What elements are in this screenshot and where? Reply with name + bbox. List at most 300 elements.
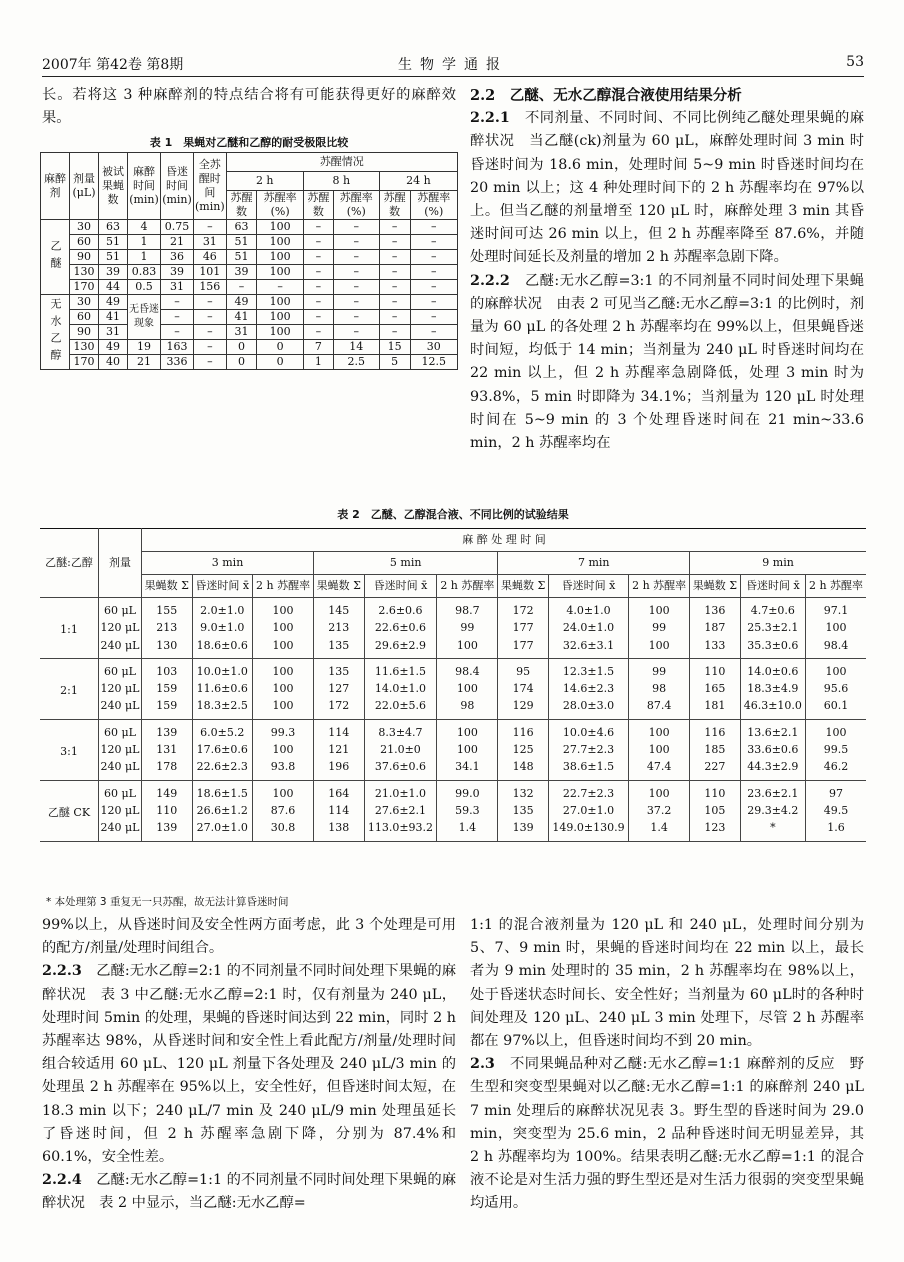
table-cell: – [194, 355, 227, 370]
table-cell: 27.0±1.0 [548, 802, 628, 819]
table-cell: 9.0±1.0 [192, 619, 253, 636]
table-row [40, 802, 866, 819]
table-cell: 0 [257, 355, 303, 370]
table-cell: 100 [257, 235, 303, 250]
table-cell: 21 [128, 355, 161, 370]
paragraph: 1:1 的混合液剂量为 120 μL 和 240 μL，处理时间分别为 5、7、9 min 时，果蝇的昏迷时间均在 22 min 以上，最长者为 9 min 处理时的 35 min，2 h 苏醒率均在 98%以上，处于昏迷状态时间长、安全性好；当剂量为 60 μL时的各种时间处理及 120 μL、240 μL 3 min 处理下，尽管 2 h 苏醒率都在 97%以上，但昏迷时间均不到 20 min。 [470, 917, 864, 1050]
table-cell: 44.3±2.9 [740, 758, 805, 780]
table-cell: 22.6±0.6 [364, 619, 437, 636]
table-cell: 99.0 [437, 780, 498, 802]
journal-title: 生物学通报 [398, 57, 508, 73]
table-cell: 120 μL [99, 802, 142, 819]
table-cell: 100 [629, 719, 690, 741]
ratio-cell: 3:1 [40, 719, 99, 780]
table-cell: 60.1 [806, 697, 866, 719]
table-cell: 177 [498, 619, 549, 636]
table-cell: 12.3±1.5 [548, 658, 628, 680]
table-cell: – [410, 235, 458, 250]
table-cell: 1 [128, 235, 161, 250]
table-cell: – [303, 265, 333, 280]
table-cell: 116 [498, 719, 549, 741]
table-cell: 27.0±1.0 [192, 819, 253, 841]
table-cell: 90 [70, 325, 99, 340]
table-cell: 49 [226, 295, 257, 310]
table-cell: – [379, 325, 410, 340]
table-cell: – [226, 280, 257, 295]
table-cell: 135 [498, 802, 549, 819]
table-cell: 213 [314, 619, 365, 636]
table-row [40, 697, 866, 719]
table-cell: 100 [253, 619, 314, 636]
table-cell: 149.0±130.9 [548, 819, 628, 841]
table-cell: 113.0±93.2 [364, 819, 437, 841]
table-cell: 60 μL [99, 719, 142, 741]
table-cell: 14 [333, 340, 379, 355]
table-cell: 100 [437, 637, 498, 659]
paragraph-2-2-2 [470, 270, 864, 456]
table-cell: – [410, 280, 458, 295]
table-cell: 103 [142, 658, 193, 680]
table-cell: 121 [314, 741, 365, 758]
th-2h: 2 h [226, 172, 303, 191]
table-cell: 100 [257, 325, 303, 340]
table-cell: – [333, 265, 379, 280]
table-row [40, 719, 866, 741]
table-cell: 30 [410, 340, 458, 355]
table-cell: 18.3±2.5 [192, 697, 253, 719]
table-cell: 100 [806, 619, 866, 636]
table-cell: 139 [498, 819, 549, 841]
th-24h: 24 h [379, 172, 457, 191]
table-cell: 29.3±4.2 [740, 802, 805, 819]
table-cell: – [257, 280, 303, 295]
table-cell: 40 [99, 355, 128, 370]
cell-note: 无昏迷现象 [128, 295, 161, 340]
table-cell: 39 [161, 265, 194, 280]
table-cell: 51 [99, 250, 128, 265]
table-row [41, 355, 458, 370]
table-row [41, 250, 458, 265]
table-cell: – [410, 265, 458, 280]
table-cell: – [161, 295, 194, 310]
th-cnt: 苏醒数 [226, 191, 257, 220]
table-cell: 97.1 [806, 598, 866, 620]
table-cell: 196 [314, 758, 365, 780]
th-rate: 苏醒率(%) [257, 191, 303, 220]
table-cell: 105 [690, 802, 741, 819]
table-cell: 100 [437, 680, 498, 697]
paragraph-body: 不同果蝇品种对乙醚:无水乙醇=1:1 麻醉剂的反应 野生型和突变型果蝇对以乙醚:无水乙醇=1:1 的麻醉剂 240 μL 7 min 处理后的麻醉状况见表 3。野生型的昏迷时间为 29.0 min，突变型为 25.6 min，2 品种昏迷时间无明显差异，其 2 h 苏醒率均为 100%。结果表明乙醚:无水乙醇=1:1 的混合液不论是对生活力强的野生型还是对生活力很弱的突变型果蝇均适用。 [470, 1056, 864, 1212]
table-cell: – [379, 250, 410, 265]
table-row [40, 780, 866, 802]
table-cell: 51 [99, 235, 128, 250]
table-row [40, 758, 866, 780]
table-cell: 98.4 [437, 658, 498, 680]
table-cell: 44 [99, 280, 128, 295]
table-cell: 240 μL [99, 697, 142, 719]
paragraph: 长。若将这 3 种麻醉剂的特点结合将有可能获得更好的麻醉效果。 [42, 87, 456, 127]
left-bottom-text [42, 914, 456, 1216]
table-cell: 23.6±2.1 [740, 780, 805, 802]
table-cell: – [303, 220, 333, 235]
table-cell: 97 [806, 780, 866, 802]
table-cell: 133 [690, 637, 741, 659]
table-cell: 100 [806, 719, 866, 741]
table-cell: 14.6±2.3 [548, 680, 628, 697]
table-cell: 100 [437, 741, 498, 758]
table-cell: 34.1 [437, 758, 498, 780]
table-cell: 18.3±4.9 [740, 680, 805, 697]
table-cell: 163 [161, 340, 194, 355]
table-cell: 100 [629, 598, 690, 620]
table-cell: 100 [257, 265, 303, 280]
table-cell: 0.83 [128, 265, 161, 280]
th-time-1: 5 min [314, 552, 498, 575]
table-cell: 164 [314, 780, 365, 802]
table-cell: 51 [226, 235, 257, 250]
table-row [40, 598, 866, 620]
table-cell: – [194, 220, 227, 235]
table-cell: 240 μL [99, 637, 142, 659]
table-cell: 178 [142, 758, 193, 780]
table-cell: 100 [629, 780, 690, 802]
th-coma: 昏迷时间(min) [161, 153, 194, 220]
table-cell: – [379, 220, 410, 235]
table-cell: 60 μL [99, 780, 142, 802]
table-row [41, 280, 458, 295]
table-cell: 2.0±1.0 [192, 598, 253, 620]
table-cell: 18.6±1.5 [192, 780, 253, 802]
table-cell: – [303, 235, 333, 250]
table-cell: 131 [142, 741, 193, 758]
table-cell: 26.6±1.2 [192, 802, 253, 819]
table-cell: 159 [142, 680, 193, 697]
th-cnt: 苏醒数 [379, 191, 410, 220]
th-rate: 苏醒率(%) [410, 191, 458, 220]
table-cell: 63 [99, 220, 128, 235]
th-rate: 苏醒率(%) [333, 191, 379, 220]
table-cell: 99 [629, 658, 690, 680]
table-cell: 60 μL [99, 658, 142, 680]
th-n: 被试果蝇数 [99, 153, 128, 220]
th-ratio: 乙醚:乙醇 [40, 529, 99, 598]
table-cell: 4.0±1.0 [548, 598, 628, 620]
section-num: 2.2.3 [42, 963, 82, 980]
table2 [40, 528, 866, 842]
table-cell: – [194, 295, 227, 310]
table-cell: – [379, 265, 410, 280]
table-cell: 95.6 [806, 680, 866, 697]
table-cell: 240 μL [99, 758, 142, 780]
table-cell: 8.3±4.7 [364, 719, 437, 741]
th-dose: 剂量(μL) [70, 153, 99, 220]
table-cell: 114 [314, 802, 365, 819]
table-cell: 49 [99, 340, 128, 355]
table-cell: – [410, 220, 458, 235]
table-row [40, 637, 866, 659]
table-cell: 22.6±2.3 [192, 758, 253, 780]
table-cell: 125 [498, 741, 549, 758]
section-2-2: 2.2 乙醚、无水乙醇混合液使用结果分析 [470, 87, 742, 104]
table-cell: 30.8 [253, 819, 314, 841]
th-8h: 8 h [303, 172, 379, 191]
th-coma: 昏迷时间 x̄ [364, 575, 437, 598]
table-cell: – [379, 295, 410, 310]
table-cell: 19 [128, 340, 161, 355]
th-time-3: 9 min [690, 552, 866, 575]
table-cell: 149 [142, 780, 193, 802]
table-cell: – [379, 310, 410, 325]
paragraph-2-3 [470, 1053, 864, 1215]
paragraph-2-2-3 [42, 960, 456, 1169]
table-cell: 35.3±0.6 [740, 637, 805, 659]
table-cell: 46.3±10.0 [740, 697, 805, 719]
table-cell: 100 [257, 295, 303, 310]
table-row [40, 819, 866, 841]
table-cell: 98 [629, 680, 690, 697]
ratio-cell: 2:1 [40, 658, 99, 719]
table-cell: 130 [142, 637, 193, 659]
table-cell: 100 [629, 637, 690, 659]
table-cell: – [410, 310, 458, 325]
table-cell: 99.3 [253, 719, 314, 741]
table-cell: 100 [253, 697, 314, 719]
table-row [41, 265, 458, 280]
table-cell: 100 [253, 680, 314, 697]
th-rate: 2 h 苏醒率 [806, 575, 866, 598]
agent-cell: 无水乙醇 [41, 295, 70, 370]
table-cell: 100 [257, 250, 303, 265]
table-cell: 159 [142, 697, 193, 719]
table-cell: 51 [226, 250, 257, 265]
table-cell: 177 [498, 637, 549, 659]
ratio-cell: 乙醚 CK [40, 780, 99, 841]
th-n: 果蝇数 Σ [142, 575, 193, 598]
table-cell: 12.5 [410, 355, 458, 370]
table-cell: 13.6±2.1 [740, 719, 805, 741]
table-cell: 172 [314, 697, 365, 719]
th-n: 果蝇数 Σ [498, 575, 549, 598]
table-cell: 41 [226, 310, 257, 325]
table-cell: 31 [226, 325, 257, 340]
th-rate: 2 h 苏醒率 [629, 575, 690, 598]
table-row [41, 340, 458, 355]
table-cell: 174 [498, 680, 549, 697]
table-cell: 110 [690, 780, 741, 802]
table-cell: – [303, 250, 333, 265]
table2-caption: 表 2 乙醚、乙醇混合液、不同比例的试验结果 [337, 508, 569, 521]
table-cell: 22.7±2.3 [548, 780, 628, 802]
paragraph-body: 不同剂量、不同时间、不同比例纯乙醚处理果蝇的麻醉状况 当乙醚(ck)剂量为 60 μL，麻醉处理时间 3 min 时昏迷时间为 18.6 min，处理时间 5~9 min 时昏迷时间均在 20 min 以上；这 4 种处理时间下的 2 h 苏醒率均在 97%以上。但当乙醚的剂量增至 120 μL 时，麻醉处理 3 min 其昏迷时间可达 26 min 以上，但 2 h 苏醒率降至 87.6%，并随处理时间延长及剂量的增加 2 h 苏醒率急剧下降。 [470, 110, 864, 266]
table-cell: – [194, 340, 227, 355]
table-cell: 185 [690, 741, 741, 758]
agent-cell: 乙醚 [41, 220, 70, 295]
table-cell: 99 [629, 619, 690, 636]
table-cell: 98.4 [806, 637, 866, 659]
table-cell: 1 [303, 355, 333, 370]
table-cell: 87.6 [253, 802, 314, 819]
table-row [41, 220, 458, 235]
table-cell: 5 [379, 355, 410, 370]
th-cnt: 苏醒数 [303, 191, 333, 220]
th-full: 全苏醒时间(min) [194, 153, 227, 220]
page-header [42, 52, 864, 77]
table-cell: 110 [690, 658, 741, 680]
table-cell: 123 [690, 819, 741, 841]
table-cell: 31 [194, 235, 227, 250]
table-cell: 100 [253, 658, 314, 680]
right-bottom-text [470, 914, 864, 1216]
right-top-text [470, 84, 864, 455]
table-cell: 120 μL [99, 741, 142, 758]
table-row [40, 619, 866, 636]
th-dose: 剂量 [99, 529, 142, 598]
table-row [40, 658, 866, 680]
table-cell: 145 [314, 598, 365, 620]
table-cell: 11.6±0.6 [192, 680, 253, 697]
th-coma: 昏迷时间 x̄ [192, 575, 253, 598]
th-rate: 2 h 苏醒率 [437, 575, 498, 598]
table-cell: 129 [498, 697, 549, 719]
table-cell: 172 [498, 598, 549, 620]
table-cell: – [333, 325, 379, 340]
table-cell: 46 [194, 250, 227, 265]
table-cell: 38.6±1.5 [548, 758, 628, 780]
table-cell: 98.7 [437, 598, 498, 620]
table-cell: 14.0±0.6 [740, 658, 805, 680]
table-cell: 30 [70, 220, 99, 235]
table-cell: 127 [314, 680, 365, 697]
paragraph-body: 乙醚:无水乙醇=2:1 的不同剂量不同时间处理下果蝇的麻醉状况 表 3 中乙醚:无水乙醇=2:1 时，仅有剂量为 240 μL，处理时间 5min 的处理，果蝇的昏迷时间达到 22 min，同时 2 h 苏醒率达 98%，从昏迷时间和安全性上看此配方/剂量/处理时间组合较适用 60 μL、120 μL 剂量下各处理及 240 μL/3 min 的处理虽 2 h 苏醒率在 95%以上，安全性好，但昏迷时间太短，在 18.3 min 以下；240 μL/7 min 及 240 μL/9 min 处理虽延长了昏迷时间，但 2 h 苏醒率急剧下降，分别为 87.4%和 60.1%，安全性差。 [42, 963, 456, 1166]
table-cell: 170 [70, 355, 99, 370]
paragraph: 99%以上，从昏迷时间及安全性两方面考虑，此 3 个处理是可用的配方/剂量/处理时间组合。 [42, 917, 456, 957]
table-cell: 148 [498, 758, 549, 780]
table-cell: – [161, 325, 194, 340]
table-cell: – [303, 325, 333, 340]
table-cell: 227 [690, 758, 741, 780]
table-cell: 30 [70, 295, 99, 310]
table-cell: 59.3 [437, 802, 498, 819]
table-cell: 130 [70, 340, 99, 355]
table-cell: – [161, 310, 194, 325]
table1 [40, 152, 458, 370]
table-cell: 139 [142, 819, 193, 841]
table-cell: 17.6±0.6 [192, 741, 253, 758]
table-cell: 49.5 [806, 802, 866, 819]
table-cell: 100 [257, 220, 303, 235]
table-cell: 37.6±0.6 [364, 758, 437, 780]
table-cell: 90 [70, 250, 99, 265]
table-cell: 60 μL [99, 598, 142, 620]
table-cell: – [303, 295, 333, 310]
table-cell: 336 [161, 355, 194, 370]
table-cell: 32.6±3.1 [548, 637, 628, 659]
table-cell: 60 [70, 235, 99, 250]
table-cell: – [410, 295, 458, 310]
th-recover: 苏醒情况 [226, 153, 457, 172]
table-cell: 139 [142, 719, 193, 741]
table-cell: 100 [253, 598, 314, 620]
table-cell: 2.5 [333, 355, 379, 370]
table-cell: 21 [161, 235, 194, 250]
table-cell: 11.6±1.5 [364, 658, 437, 680]
table-cell: – [410, 250, 458, 265]
table-row [41, 325, 458, 340]
table-cell: 2.6±0.6 [364, 598, 437, 620]
table-cell: – [303, 280, 333, 295]
table-cell: 100 [253, 741, 314, 758]
th-time: 麻 醉 处 理 时 间 [142, 529, 867, 552]
th-time: 麻醉时间(min) [128, 153, 161, 220]
table-cell: 0.5 [128, 280, 161, 295]
table1-caption: 表 1 果蝇对乙醚和乙醇的耐受极限比较 [149, 136, 349, 149]
table-cell: 15 [379, 340, 410, 355]
table-row [40, 741, 866, 758]
table-cell: 0 [226, 340, 257, 355]
th-coma: 昏迷时间 x̄ [548, 575, 628, 598]
table-cell: 181 [690, 697, 741, 719]
table-cell: 10.0±1.0 [192, 658, 253, 680]
table-cell: 120 μL [99, 680, 142, 697]
table-cell: 100 [629, 741, 690, 758]
table-cell: 37.2 [629, 802, 690, 819]
table-cell: 95 [498, 658, 549, 680]
page-number: 53 [846, 54, 864, 70]
paragraph-2-2-1 [470, 107, 864, 269]
table-cell: 27.7±2.3 [548, 741, 628, 758]
table-cell: – [379, 280, 410, 295]
table-cell: 10.0±4.6 [548, 719, 628, 741]
table-cell: 1.4 [437, 819, 498, 841]
table-cell: 4.7±0.6 [740, 598, 805, 620]
table-cell: 132 [498, 780, 549, 802]
table-cell: 7 [303, 340, 333, 355]
table-row [41, 310, 458, 325]
table-cell: 39 [226, 265, 257, 280]
table-cell: 240 μL [99, 819, 142, 841]
ratio-cell: 1:1 [40, 598, 99, 659]
table-cell: 99 [437, 619, 498, 636]
table-cell: 120 μL [99, 619, 142, 636]
subheader-row [40, 575, 866, 598]
section-num: 2.3 [470, 1056, 495, 1073]
table-cell: 100 [437, 719, 498, 741]
table-row [41, 235, 458, 250]
table-cell: 100 [257, 310, 303, 325]
table-cell: * [740, 819, 805, 841]
table-cell: 14.0±1.0 [364, 680, 437, 697]
th-agent: 麻醉剂 [41, 153, 70, 220]
table-cell: 114 [314, 719, 365, 741]
table-cell: 28.0±3.0 [548, 697, 628, 719]
table-cell: 156 [194, 280, 227, 295]
paragraph-2-2-4 [42, 1169, 456, 1215]
table-cell: 49 [99, 295, 128, 310]
section-num: 2.2.4 [42, 1172, 82, 1189]
table-cell: 60 [70, 310, 99, 325]
table-cell: – [194, 310, 227, 325]
table-cell: 39 [99, 265, 128, 280]
th-time-2: 7 min [498, 552, 690, 575]
table-cell: 25.3±2.1 [740, 619, 805, 636]
table-cell: 170 [70, 280, 99, 295]
table-cell: 6.0±5.2 [192, 719, 253, 741]
th-coma: 昏迷时间 x̄ [740, 575, 805, 598]
table-cell: 100 [253, 780, 314, 802]
table-cell: 1 [128, 250, 161, 265]
table-cell: 27.6±2.1 [364, 802, 437, 819]
journal-issue: 2007年 第42卷 第8期 [42, 57, 184, 73]
